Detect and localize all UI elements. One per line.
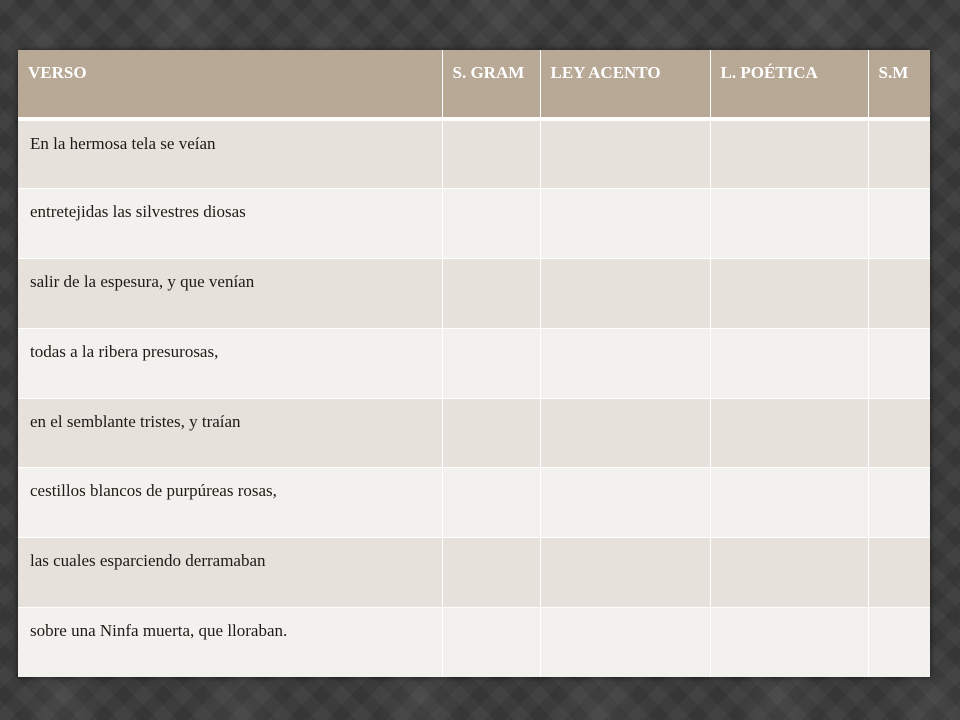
l-poetica-cell[interactable] [710,328,868,398]
s-m-cell[interactable] [868,259,930,329]
table-row [18,189,930,259]
verse-cell: entretejidas las silvestres diosas [18,189,442,259]
s-gram-cell[interactable] [442,398,540,468]
ley-acento-cell[interactable] [540,538,710,608]
s-gram-cell[interactable] [442,189,540,259]
s-m-cell[interactable] [868,119,930,189]
column-header-s-m: S.M [868,50,930,119]
s-m-cell[interactable] [868,607,930,677]
table-row [18,398,930,468]
l-poetica-cell[interactable] [710,119,868,189]
l-poetica-cell[interactable] [710,259,868,329]
ley-acento-cell[interactable] [540,119,710,189]
verse-cell: en el semblante tristes, y traían [18,398,442,468]
verse-analysis-table-frame [18,50,930,677]
s-gram-cell[interactable] [442,328,540,398]
s-m-cell[interactable] [868,468,930,538]
s-gram-cell[interactable] [442,119,540,189]
table-row [18,119,930,189]
ley-acento-cell[interactable] [540,189,710,259]
s-gram-cell[interactable] [442,538,540,608]
table-row [18,259,930,329]
s-m-cell[interactable] [868,398,930,468]
table-row [18,468,930,538]
verse-cell: salir de la espesura, y que venían [18,259,442,329]
ley-acento-cell[interactable] [540,398,710,468]
l-poetica-cell[interactable] [710,607,868,677]
table-row [18,538,930,608]
verse-cell: las cuales esparciendo derramaban [18,538,442,608]
ley-acento-cell[interactable] [540,607,710,677]
verse-cell: sobre una Ninfa muerta, que lloraban. [18,607,442,677]
verse-analysis-table [18,50,930,677]
l-poetica-cell[interactable] [710,189,868,259]
s-gram-cell[interactable] [442,607,540,677]
table-row [18,607,930,677]
column-header-ley-acento: LEY ACENTO [540,50,710,119]
s-m-cell[interactable] [868,538,930,608]
s-m-cell[interactable] [868,189,930,259]
ley-acento-cell[interactable] [540,328,710,398]
s-gram-cell[interactable] [442,259,540,329]
l-poetica-cell[interactable] [710,468,868,538]
verse-cell: En la hermosa tela se veían [18,119,442,189]
s-gram-cell[interactable] [442,468,540,538]
ley-acento-cell[interactable] [540,468,710,538]
l-poetica-cell[interactable] [710,538,868,608]
s-m-cell[interactable] [868,328,930,398]
l-poetica-cell[interactable] [710,398,868,468]
ley-acento-cell[interactable] [540,259,710,329]
table-row [18,328,930,398]
header-row [18,50,930,119]
verse-cell: cestillos blancos de purpúreas rosas, [18,468,442,538]
column-header-verso: VERSO [18,50,442,119]
column-header-s-gram: S. GRAM [442,50,540,119]
column-header-l-poetica: L. POÉTICA [710,50,868,119]
verse-cell: todas a la ribera presurosas, [18,328,442,398]
